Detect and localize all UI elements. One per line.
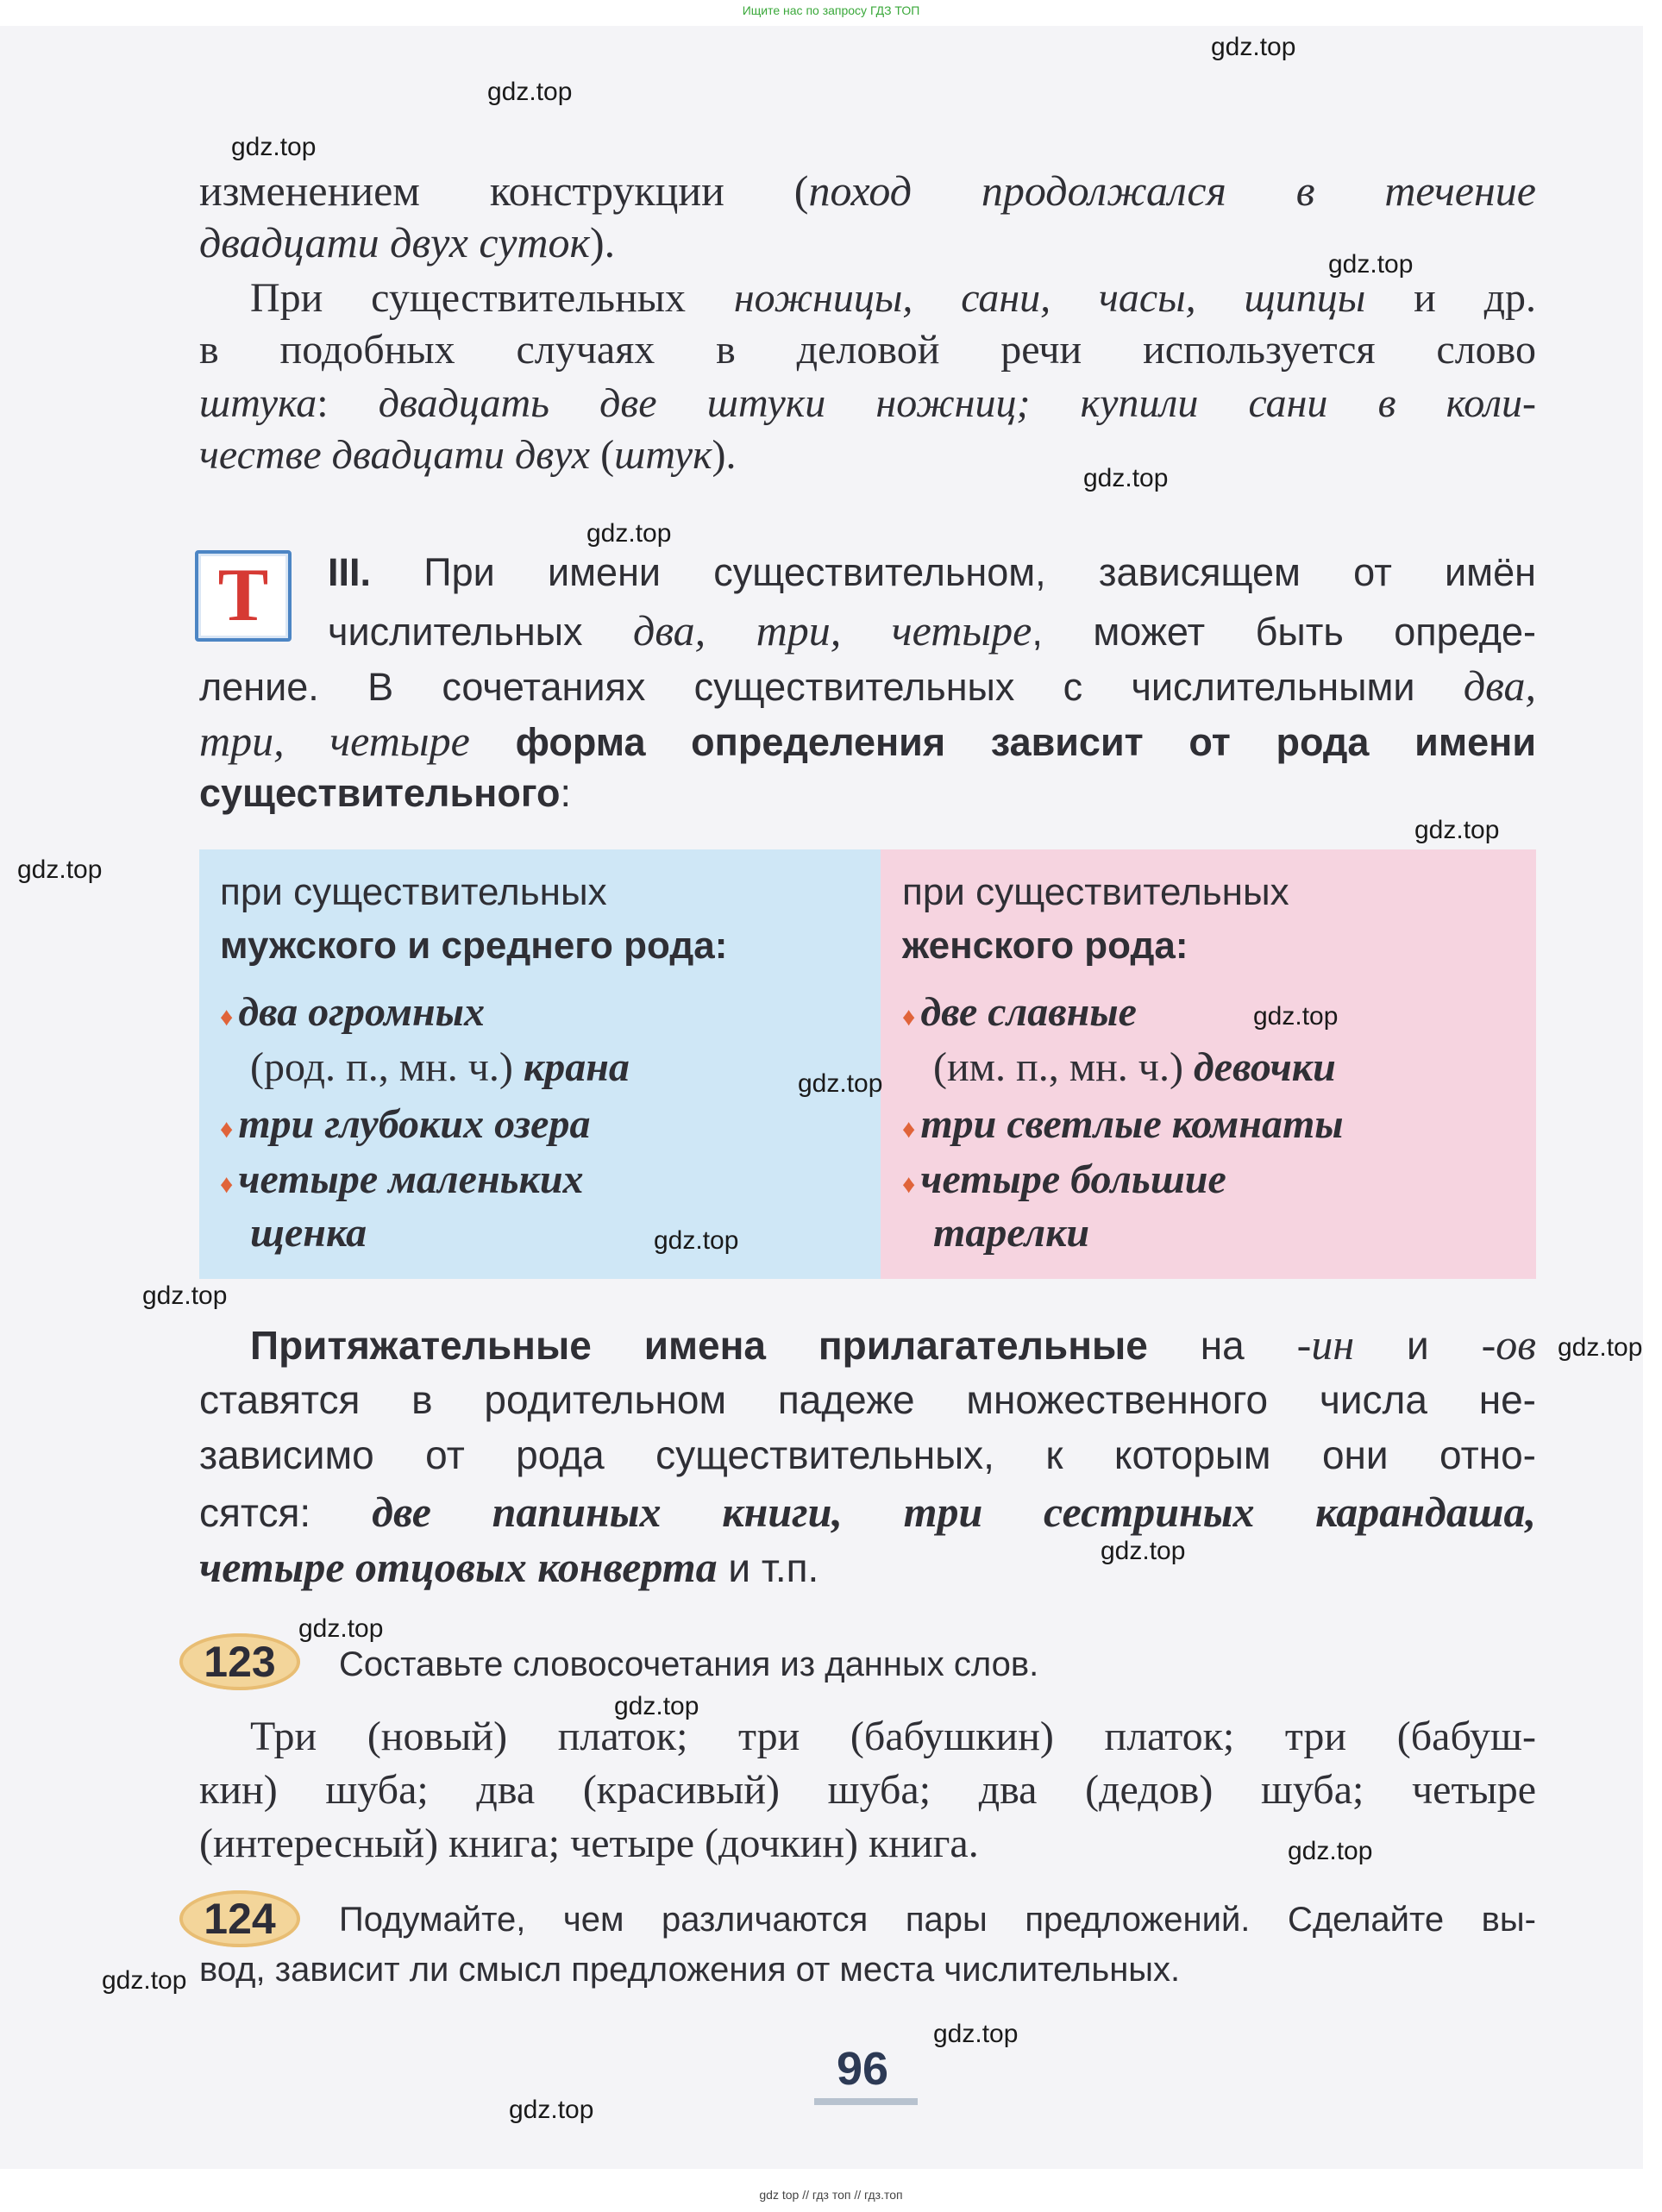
- table-left-entry2: (род. п., мн. ч.) крана: [250, 1044, 630, 1090]
- exercise-124-line1: Подумайте, чем различаются пары предложений. Сделайте вы-: [339, 1901, 1536, 1939]
- table-right-head1: при существительных: [902, 871, 1289, 913]
- watermark: gdz.top: [798, 1069, 883, 1098]
- top-banner: Ищите нас по запросу ГДЗ ТОП: [742, 3, 920, 17]
- theory-line5: существительного:: [199, 771, 571, 815]
- watermark: gdz.top: [586, 519, 672, 548]
- possessive-line5: четыре отцовых конверта и т.п.: [199, 1543, 819, 1591]
- table-right-entry5: тарелки: [933, 1210, 1090, 1256]
- bullet-diamond-icon: ♦: [220, 1115, 234, 1144]
- watermark: gdz.top: [509, 2096, 594, 2124]
- watermark: gdz.top: [1253, 1002, 1339, 1031]
- table-left-head2: мужского и среднего рода:: [220, 924, 728, 967]
- watermark: gdz.top: [1414, 816, 1500, 844]
- watermark: gdz.top: [231, 133, 317, 161]
- theory-line4: три, четыре форма определения зависит от рода имени: [199, 717, 1536, 765]
- table-right-entry4: ♦ четыре большие: [902, 1156, 1226, 1202]
- watermark: gdz.top: [1558, 1333, 1643, 1362]
- table-left-entry5: щенка: [250, 1210, 367, 1256]
- possessive-line3: зависимо от рода существительных, к которым они отно-: [199, 1432, 1536, 1477]
- exercise-123-line2: кин) шуба; два (красивый) шуба; два (дедов) шуба; четыре: [199, 1767, 1536, 1813]
- paragraph2-line4: честве двадцати двух (штук).: [199, 432, 737, 478]
- theory-line2: числительных два, три, четыре, может быть опреде-: [328, 606, 1536, 655]
- table-right-entry3: ♦ три светлые комнаты: [902, 1101, 1344, 1147]
- table-left-head1: при существительных: [220, 871, 607, 913]
- exercise-123-number: 123: [179, 1633, 300, 1690]
- bullet-diamond-icon: ♦: [902, 1003, 916, 1031]
- exercise-123-task: Составьте словосочетания из данных слов.: [339, 1645, 1039, 1683]
- bottom-banner: gdz top // гдз топ // гдз.топ: [759, 2188, 903, 2202]
- theory-line3: ление. В сочетаниях существительных с числительными два,: [199, 661, 1536, 710]
- table-left-entry1: ♦ два огромных: [220, 989, 485, 1035]
- theory-line1: III. При имени существительном, зависящем от имён: [328, 550, 1536, 594]
- paragraph1-line2: двадцати двух суток).: [199, 218, 616, 266]
- paragraph2-line1: При существительных ножницы, сани, часы, щипцы и др.: [250, 275, 1537, 321]
- theory-badge-icon: Т: [195, 550, 292, 642]
- exercise-123-line1: Три (новый) платок; три (бабушкин) платок; три (бабуш-: [250, 1714, 1536, 1759]
- watermark: gdz.top: [933, 2020, 1019, 2048]
- table-right-entry2: (им. п., мн. ч.) девочки: [933, 1044, 1336, 1090]
- bullet-diamond-icon: ♦: [902, 1170, 916, 1199]
- table-left-entry4: ♦ четыре маленьких: [220, 1156, 584, 1202]
- exercise-124-number: 124: [179, 1890, 300, 1947]
- table-right-head2: женского рода:: [902, 924, 1188, 967]
- watermark: gdz.top: [487, 78, 573, 106]
- page-number-rule: [814, 2098, 918, 2105]
- watermark: gdz.top: [1083, 464, 1169, 492]
- bullet-diamond-icon: ♦: [220, 1003, 234, 1031]
- watermark: gdz.top: [614, 1692, 699, 1720]
- watermark: gdz.top: [1211, 33, 1296, 61]
- watermark: gdz.top: [1328, 250, 1414, 279]
- paragraph2-line3: штука: двадцать две штуки ножниц; купили сани в коли-: [199, 380, 1536, 426]
- paragraph2-line2: в подобных случаях в деловой речи используется слово: [199, 327, 1536, 373]
- watermark: gdz.top: [17, 855, 103, 884]
- watermark: gdz.top: [1101, 1537, 1186, 1565]
- watermark: gdz.top: [298, 1614, 384, 1643]
- table-right-entry1: ♦ две славные: [902, 989, 1137, 1035]
- watermark: gdz.top: [102, 1966, 187, 1995]
- table-left-entry3: ♦ три глубоких озера: [220, 1101, 591, 1147]
- watermark: gdz.top: [142, 1281, 228, 1310]
- bullet-diamond-icon: ♦: [902, 1115, 916, 1144]
- page-number: 96: [836, 2043, 889, 2095]
- exercise-124-line2: вод, зависит ли смысл предложения от места числительных.: [199, 1951, 1181, 1989]
- watermark: gdz.top: [654, 1226, 739, 1255]
- exercise-123-line3: (интересный) книга; четыре (дочкин) книга.: [199, 1820, 979, 1866]
- possessive-line2: ставятся в родительном падеже множественного числа не-: [199, 1377, 1536, 1422]
- possessive-line1: Притяжательные имена прилагательные на -ин и -ов: [250, 1320, 1537, 1369]
- watermark: gdz.top: [1288, 1837, 1373, 1865]
- bullet-diamond-icon: ♦: [220, 1170, 234, 1199]
- paragraph1-line1: изменением конструкции (поход продолжался в течение: [199, 166, 1536, 215]
- possessive-line4: сятся: две папиных книги, три сестриных карандаша,: [199, 1488, 1536, 1536]
